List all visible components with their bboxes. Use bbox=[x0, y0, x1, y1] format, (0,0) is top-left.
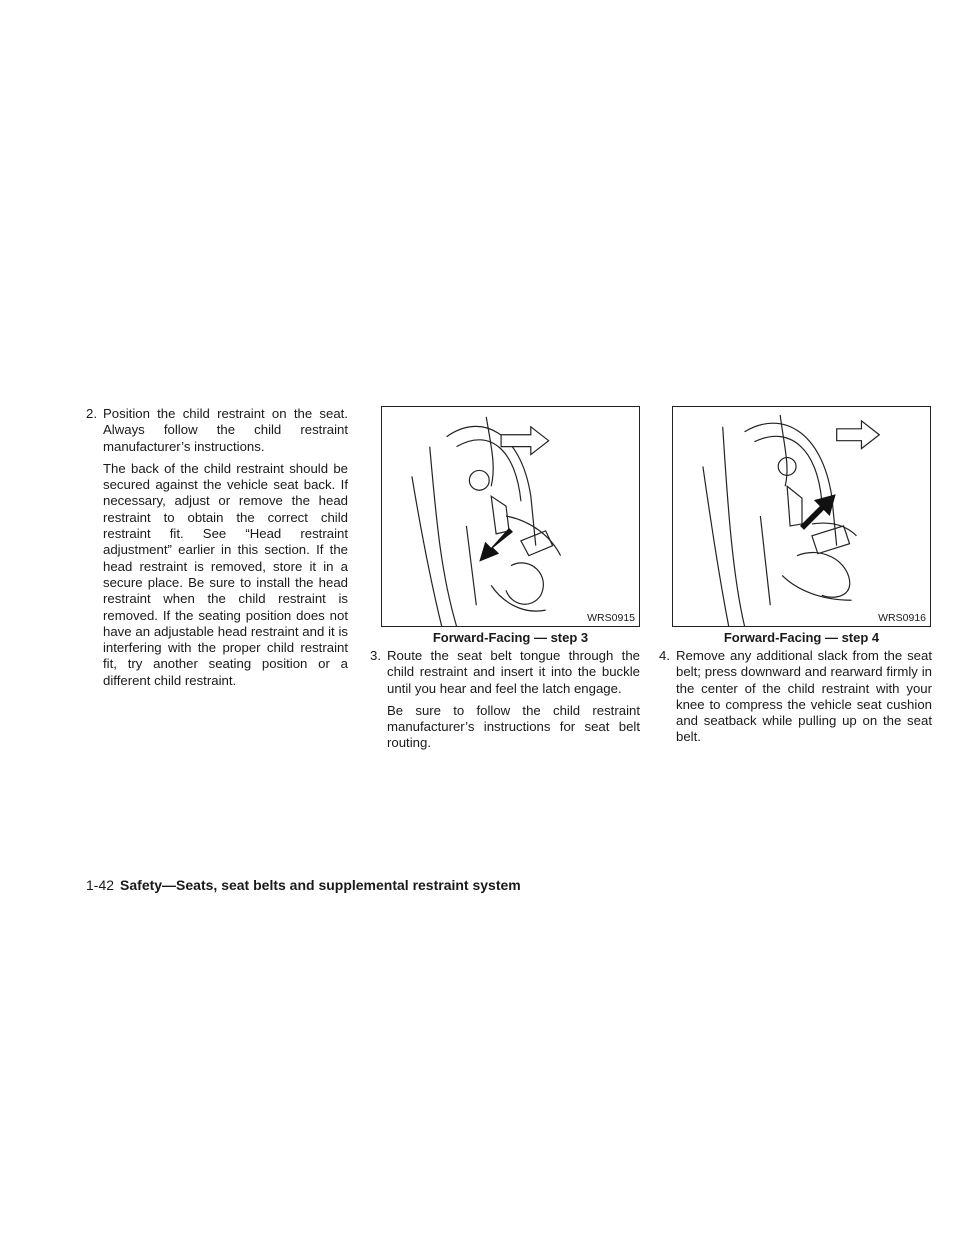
step-3-number: 3. bbox=[370, 648, 381, 663]
seat-edge-line bbox=[430, 447, 457, 626]
figure-caption-step-3: Forward-Facing — step 3 bbox=[432, 630, 589, 645]
direction-arrow-icon bbox=[501, 427, 549, 455]
step-3-note: Be sure to follow the child restraint manufacturer’s instructions for seat belt routing. bbox=[387, 702, 640, 751]
step-4-text: Remove any additional slack from the seat belt; press downward and rearward firmly in the center of the child restraint with your knee to compress the vehicle seat cushion and seatback while pulling up on the seat belt. bbox=[676, 648, 932, 745]
figure-id: WRS0916 bbox=[878, 612, 926, 624]
figure-step-4 bbox=[672, 406, 931, 627]
figure-caption-step-4: Forward-Facing — step 4 bbox=[723, 630, 880, 645]
column-step-4 bbox=[659, 648, 932, 746]
seat-edge-line bbox=[723, 427, 745, 626]
pull-up-arrow-icon bbox=[800, 494, 836, 530]
page-number: 1-42 bbox=[86, 877, 115, 893]
direction-arrow-icon bbox=[837, 421, 880, 449]
column-step-2 bbox=[86, 406, 348, 689]
page-footer bbox=[86, 877, 521, 893]
head-restraint-circle bbox=[469, 470, 489, 490]
step-2-number: 2. bbox=[86, 406, 97, 421]
step-3-item bbox=[370, 648, 640, 697]
section-title: Safety—Seats, seat belts and supplemental restraint system bbox=[120, 877, 521, 893]
step-2-note: The back of the child restraint should be secured against the vehicle seat back. If necessary, adjust or remove the head restraint to obtain the correct child restraint fit. See “Head restraint adjustment” earlier in this section. If the head restraint is removed, store it in a secure place. Be sure to install the head restraint when the child restraint is removed. If the seating position does not have an adjustable head restraint and it is interfering with the proper child restraint fit, try another seating position or a different child restraint. bbox=[103, 460, 348, 688]
child-seat-belt-illustration-step-3 bbox=[382, 407, 639, 626]
step-2-item bbox=[86, 406, 348, 455]
column-step-3 bbox=[370, 648, 640, 752]
step-4-number: 4. bbox=[659, 648, 670, 663]
figure-step-3 bbox=[381, 406, 640, 627]
step-2-text: Position the child restraint on the seat. Always follow the child restraint manufacturer’s instructions. bbox=[103, 406, 348, 454]
step-4-item bbox=[659, 648, 932, 746]
step-3-text: Route the seat belt tongue through the child restraint and insert it into the buckle until you hear and feel the latch engage. bbox=[387, 648, 640, 696]
figure-id: WRS0915 bbox=[587, 612, 635, 624]
child-seat-belt-illustration-step-4 bbox=[673, 407, 930, 626]
child-seat-shell bbox=[745, 423, 837, 546]
